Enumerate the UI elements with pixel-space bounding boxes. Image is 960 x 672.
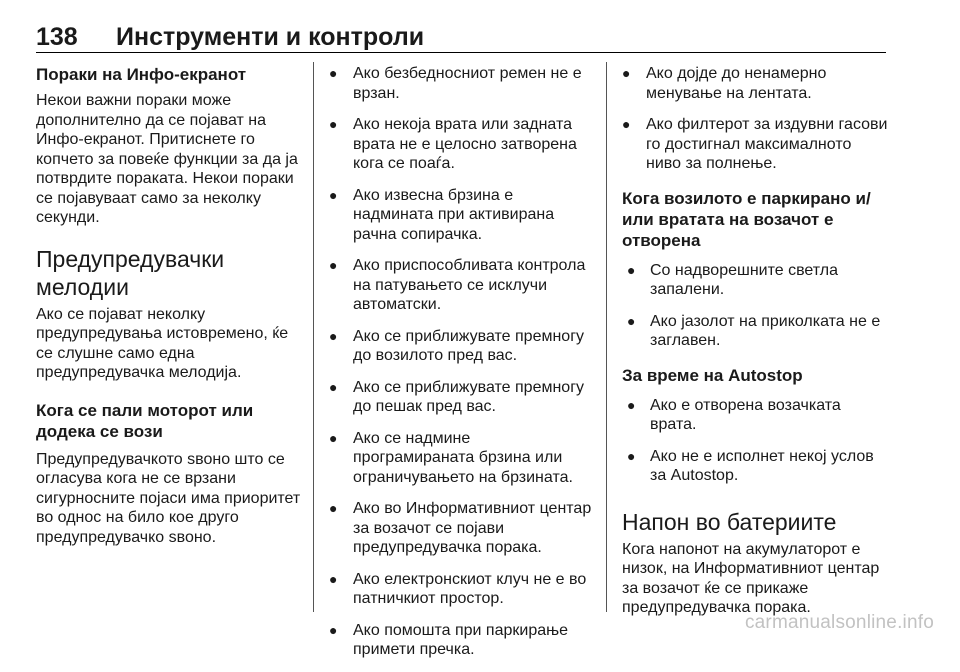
section-heading-autostop: За време на Autostop (622, 365, 803, 385)
section-text-engine-driving: Предупредувачкото ѕвоно што се огласува кога не се врзани сигурносните појаси има приоритет во однос на било кое друго предупредувачко ѕвоно. (36, 450, 301, 546)
section-heading-battery-voltage: Напон во батериите (622, 508, 837, 535)
header-rule (36, 52, 886, 53)
section-heading-info-messages: Пораки на Инфо-екранот (36, 65, 247, 84)
list-item: ● Ако безбедносниот ремен не е врзан. (329, 65, 582, 102)
page-header (36, 22, 886, 52)
list-item: ● Ако приспособливата контрола на патувањето се исклучи автоматски. (329, 257, 586, 313)
bullet-icon: ● (627, 396, 636, 413)
list-item: ● Ако се надмине програмираната брзина или ограничувањето на брзината. (329, 429, 573, 486)
list-item: ● Ако не е исполнет некој услов за Autostop. (627, 447, 874, 484)
bullet-icon: ● (329, 327, 338, 344)
bullet-icon: ● (329, 186, 338, 203)
bullet-icon: ● (329, 500, 338, 516)
bullet-icon: ● (329, 570, 338, 587)
list-item: ● Ако е отворена возачката врата. (627, 396, 841, 433)
list-item: ● Ако во Информативниот центар за возачот се појави предупредувачка порака. (329, 500, 592, 556)
section-heading-parked: Кога возилото е паркирано и/или вратата на возачот е отворена (622, 188, 871, 250)
bullet-icon: ● (329, 65, 338, 81)
column-2 (329, 64, 594, 672)
bullet-icon: ● (622, 65, 631, 81)
list-item: ● Ако помошта при паркирање примети пречка. (329, 621, 569, 658)
column-divider-right (606, 62, 607, 612)
page-header-title: Инструменти и контроли (116, 23, 425, 51)
bullet-icon: ● (627, 261, 636, 278)
section-heading-warning-chimes: Предупредувачки мелодии (36, 245, 225, 300)
list-item: ● Ако филтерот за издувни гасови го достигнал максималното ниво за полнење. (622, 116, 888, 172)
column-divider-left (313, 62, 314, 612)
page-number: 138 (36, 23, 78, 51)
section-heading-engine-driving: Кога се пали моторот или додека се вози (36, 400, 254, 441)
list-item: ● Ако извесна брзина е надмината при активирана рачна сопирачка. (329, 186, 555, 243)
list-item: ● Ако дојде до ненамерно менување на лентата. (622, 65, 827, 102)
list-item: ● Ако некоја врата или задната врата не е целосно затворена кога се поаѓа. (329, 116, 577, 172)
list-item: ● Ако електронскиот клуч не е во патничкиот простор. (329, 570, 587, 607)
watermark: carmanualsonline.info (744, 612, 934, 633)
bullet-icon: ● (329, 257, 338, 273)
bullet-icon: ● (329, 429, 338, 446)
bullet-icon: ● (329, 378, 338, 395)
bullet-icon: ● (329, 116, 338, 132)
column-1 (36, 64, 306, 564)
bullet-icon: ● (622, 116, 631, 132)
section-text-info-messages: Некои важни пораки може дополнително да се појават на Инфо-екранот. Притиснете го копчето за повеќе функции за да ја потврдите пораката. Некои пораки се појавуваат само за неколку секунди. (36, 92, 298, 226)
section-text-warning-chimes: Ако се појават неколку предупредувања истовремено, ќе се слушне само една предупредувачка мелодија. (36, 305, 289, 381)
bullet-icon: ● (627, 312, 636, 329)
column-3 (622, 64, 890, 630)
section-text-battery-voltage: Кога напонот на акумулаторот е низок, на Информативниот центар за возачот ќе се прикаже предупредувачка порака. (622, 540, 880, 616)
warning-conditions-list (329, 64, 594, 660)
list-item: ● Ако јазолот на приколката не е заглавен. (627, 312, 881, 349)
bullet-icon: ● (627, 447, 636, 464)
list-item: ● Ако се приближувате премногу до возилото пред вас. (329, 327, 585, 364)
parked-conditions-list (622, 261, 890, 351)
bullet-icon: ● (329, 621, 338, 638)
autostop-conditions-list (622, 396, 890, 486)
list-item: ● Со надворешните светла запалени. (627, 261, 838, 298)
top-conditions-list (622, 64, 890, 174)
list-item: ● Ако се приближувате премногу до пешак пред вас. (329, 378, 585, 415)
